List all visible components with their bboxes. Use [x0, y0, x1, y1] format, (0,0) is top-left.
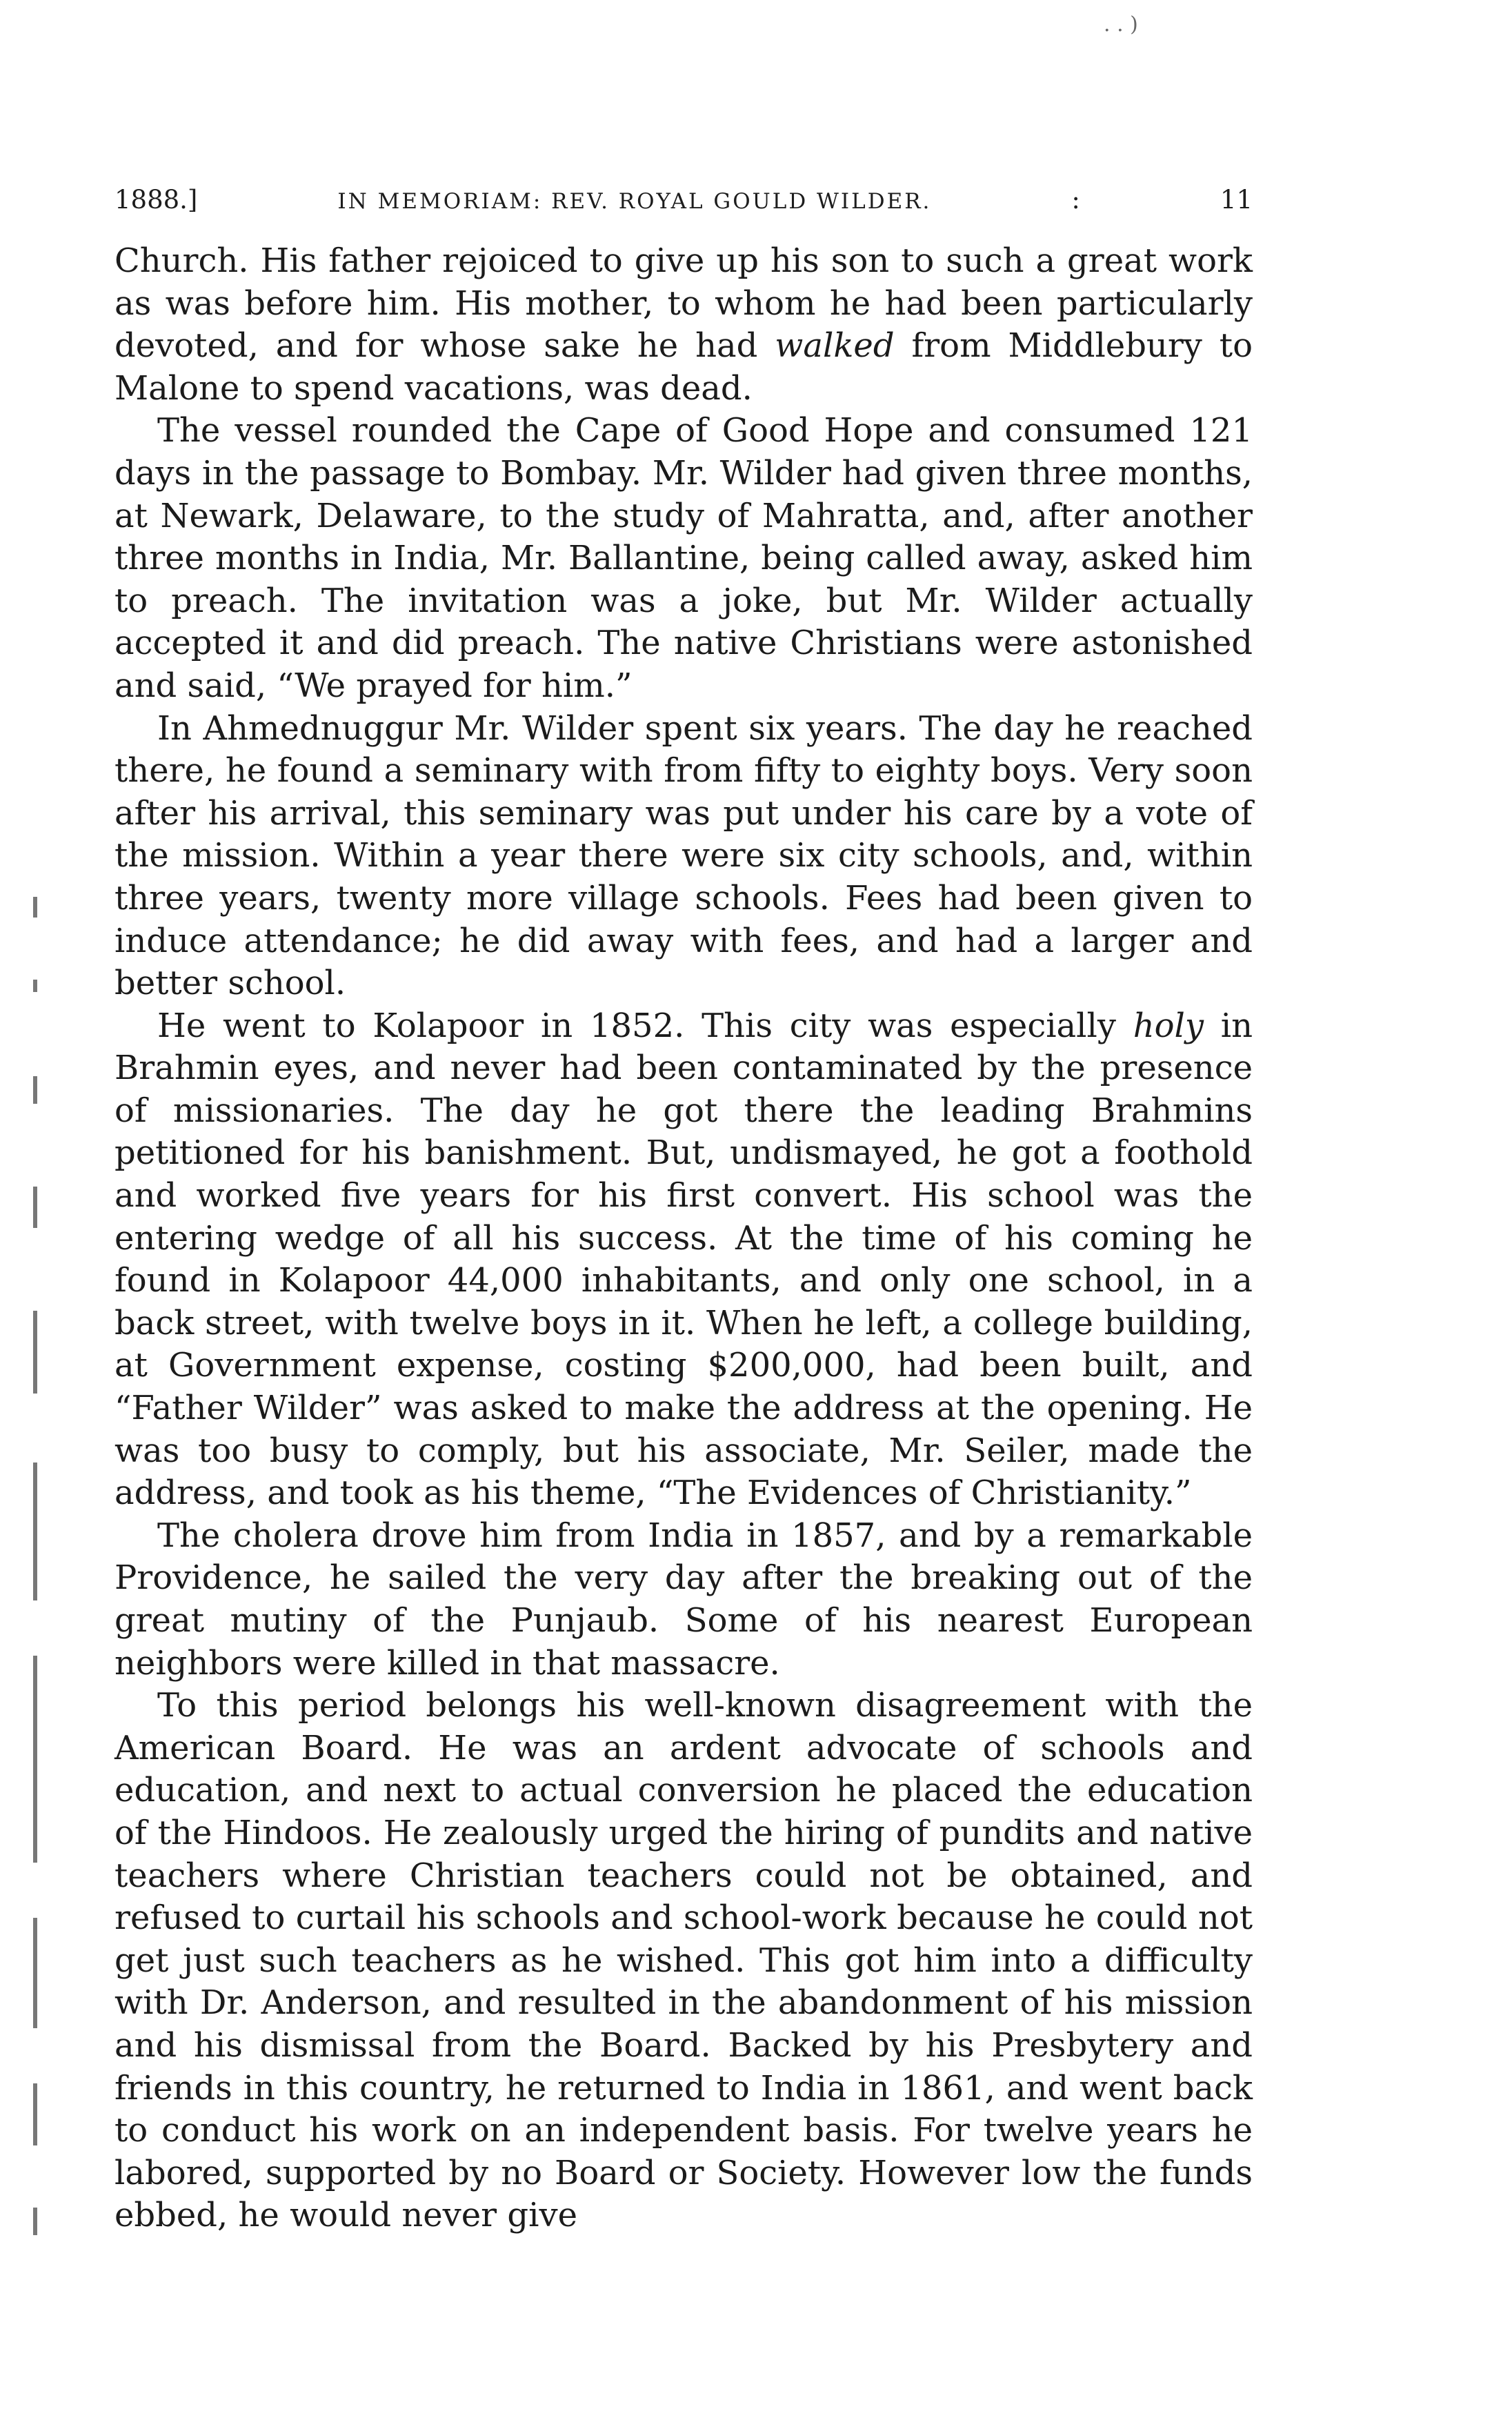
paragraph-1: Church. His father rejoiced to give up his son to such a great work as was before him. His mother, to whom he had been particularly devoted, and for whose sake he had walked from Middlebury to Malone to spend vacations, was dead. [115, 241, 1253, 408]
paragraph-5: The cholera drove him from India in 1857, and by a remarkable Providence, he sailed the very day after the breaking out of the great mutiny of the Punjaub. Some of his nearest European neighbors were killed in that massacre. [115, 1516, 1253, 1683]
scan-corner-mark: . . ) [1104, 12, 1138, 37]
paragraph-2: The vessel rounded the Cape of Good Hope and consumed 121 days in the passage to Bombay. Mr. Wilder had given three months, at Newark, Delaware, to the study of Mahratta, and, after another three months in India, Mr. Ballantine, being called away, asked him to preach. The invitation was a joke, but Mr. Wilder actually accepted it and did preach. The native Christians were astonished and said, “We prayed for him.” [115, 411, 1253, 705]
header-year: 1888.] [115, 185, 198, 215]
running-head [115, 185, 1253, 226]
binding-edge-marks [28, 897, 44, 2346]
paragraph-3: In Ahmednuggur Mr. Wilder spent six years. The day he reached there, he found a seminary with from fifty to eighty boys. Very soon after his arrival, this seminary was put under his care by a vote of the mission. Within a year there were six city schools, and, within three years, twenty more village schools. Fees had been given to induce attendance; he did away with fees, and had a larger and better school. [115, 708, 1253, 1003]
paragraph-6: To this period belongs his well-known disagreement with the American Board. He was an ardent advocate of schools and education, and next to actual conversion he placed the education of the Hindoos. He zealously urged the hiring of pundits and native teachers where Christian teachers could not be obtained, and refused to curtail his schools and school-work because he could not get just such teachers as he wished. This got him into a difficulty with Dr. Anderson, and resulted in the abandonment of his mission and his dismissal from the Board. Backed by his Presbytery and friends in this country, he returned to India in 1861, and went back to conduct his work on an independent basis. For twelve years he labored, supported by no Board or Society. However low the funds ebbed, he would never give [115, 1686, 1253, 2235]
header-separator: : [1071, 185, 1080, 215]
body-text [115, 240, 1253, 2237]
paragraph-4: He went to Kolapoor in 1852. This city was especially holy in Brahmin eyes, and never had been contaminated by the presence of missionaries. The day he got there the leading Brahmins petitioned for his banishment. But, undismayed, he got a foothold and worked five years for his first convert. His school was the entering wedge of all his success. At the time of his coming he found in Kolapoor 44,000 inhabitants, and only one school, in a back street, with twelve boys in it. When he left, a college building, at Government expense, costing $200,000, had been built, and “Father Wilder” was asked to make the address at the opening. He was too busy to comply, but his associate, Mr. Seiler, made the address, and took as his theme, “The Evidences of Christianity.” [115, 1006, 1253, 1513]
page-number: 11 [1220, 185, 1253, 215]
header-title: IN MEMORIAM: REV. ROYAL GOULD WILDER. [337, 189, 932, 214]
